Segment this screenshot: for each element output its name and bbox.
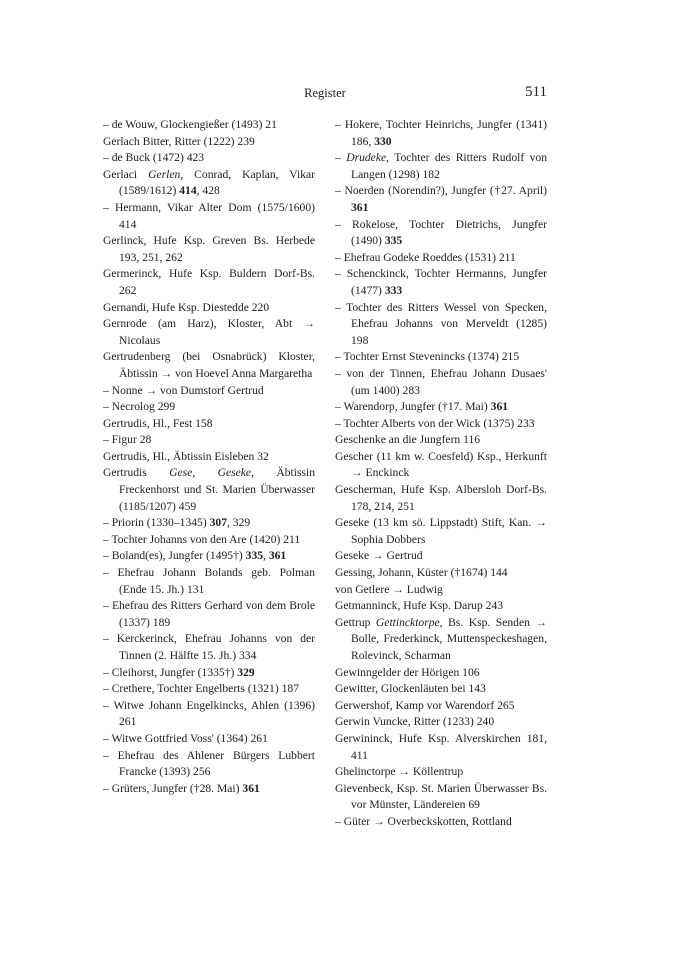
index-entry: Gewinngelder der Hörigen 106 xyxy=(335,665,480,679)
index-entry: Germerinck, Hufe Ksp. Buldern Dorf-Bs. 262 xyxy=(103,267,315,297)
index-entry: – Güter → Overbeckskotten, Rottland xyxy=(335,814,512,828)
index-entry: – Tochter des Ritters Wessel von Specken, Ehefrau Johanns von Merveldt (1285) 198 xyxy=(335,300,547,347)
index-entry: Gessing, Johann, Küster (†1674) 144 xyxy=(335,566,508,580)
index-entry: – Ehefrau des Ahlener Bürgers Lubbert Francke (1393) 256 xyxy=(103,748,315,779)
index-entry: Ghelinctorpe → Köllentrup xyxy=(335,765,464,779)
index-entry: – von der Tinnen, Ehefrau Johann Dusaes' (um 1400) 283 xyxy=(335,366,547,397)
index-entry: – Figur 28 xyxy=(103,433,152,447)
index-entry: – Kerckerinck, Ehefrau Johanns von der Tinnen (2. Hälfte 15. Jh.) 334 xyxy=(103,632,315,662)
index-entry: Gerlach Bitter, Ritter (1222) 239 xyxy=(103,134,255,148)
index-column-left xyxy=(103,117,315,797)
index-entry: Gertrudis, Hl., Fest 158 xyxy=(103,416,213,430)
index-entry: – Hokere, Tochter Heinrichs, Jungfer (1341) 186, 330 xyxy=(335,118,547,148)
page-number: 511 xyxy=(525,84,547,100)
index-entry: – Nonne → von Dumstorf Gertrud xyxy=(103,383,264,397)
index-entry: Gernandi, Hufe Ksp. Diestedde 220 xyxy=(103,300,270,314)
index-entry: – Witwe Johann Engelkincks, Ahlen (1396) 261 xyxy=(103,698,315,729)
index-entry: – Boland(es), Jungfer (1495†) 335, 361 xyxy=(103,549,287,563)
index-entry: – Hermann, Vikar Alter Dom (1575/1600) 414 xyxy=(103,200,315,231)
index-entry: Geschenke an die Jungfern 116 xyxy=(335,433,481,447)
index-entry: – Cleihorst, Jungfer (1335†) 329 xyxy=(103,665,255,679)
index-entry: Gewitter, Glockenläuten bei 143 xyxy=(335,682,486,696)
running-title: Register xyxy=(304,86,346,100)
index-entry: Gescherman, Hufe Ksp. Albersloh Dorf-Bs. 178, 214, 251 xyxy=(335,483,547,513)
index-entry: von Getlere → Ludwig xyxy=(335,582,443,596)
index-entry: Gerlaci Gerlen, Conrad, Kaplan, Vikar (1589/1612) 414, 428 xyxy=(103,167,315,198)
index-entry: Gertrudenberg (bei Osnabrück) Kloster, Äbtissin → von Hoevel Anna Margaretha xyxy=(103,350,315,380)
index-entry: – Warendorp, Jungfer (†17. Mai) 361 xyxy=(335,400,509,414)
index-column-right xyxy=(335,117,547,831)
index-entry: – Grüters, Jungfer (†28. Mai) 361 xyxy=(103,781,260,795)
index-entry: – Ehefrau Johann Bolands geb. Polman (Ende 15. Jh.) 131 xyxy=(103,566,315,596)
index-entry: – Witwe Gottfried Voss' (1364) 261 xyxy=(103,731,268,745)
index-entry: – Tochter Ernst Stevenincks (1374) 215 xyxy=(335,350,520,364)
index-entry: – Noerden (Norendin?), Jungfer (†27. April) 361 xyxy=(335,184,547,214)
index-entry: – Schenckinck, Tochter Hermanns, Jungfer (1477) 333 xyxy=(335,267,547,297)
index-entry: Gerwin Vuncke, Ritter (1233) 240 xyxy=(335,715,495,729)
index-entry: Gerwininck, Hufe Ksp. Alverskirchen 181, 411 xyxy=(335,731,547,762)
index-entry: Getmanninck, Hufe Ksp. Darup 243 xyxy=(335,599,504,613)
index-entry: – Tochter Johanns von den Are (1420) 211 xyxy=(103,532,301,546)
index-entry: – Ehefrau Godeke Roeddes (1531) 211 xyxy=(335,250,516,264)
index-entry: Gerlinck, Hufe Ksp. Greven Bs. Herbede 193, 251, 262 xyxy=(103,234,315,264)
index-entry: Gertrudis, Hl., Äbtissin Eisleben 32 xyxy=(103,449,269,463)
index-entry: – Tochter Alberts von der Wick (1375) 233 xyxy=(335,416,535,430)
index-entry: – Priorin (1330–1345) 307, 329 xyxy=(103,516,251,530)
index-entry: Gernrode (am Harz), Kloster, Abt → Nicolaus xyxy=(103,317,315,347)
index-entry: Geseke (13 km sö. Lippstadt) Stift, Kan. → Sophia Dobbers xyxy=(335,516,547,546)
index-entry: Gescher (11 km w. Coesfeld) Ksp., Herkunft → Enckinck xyxy=(335,449,547,480)
index-entry: – Crethere, Tochter Engelberts (1321) 187 xyxy=(103,682,300,696)
running-head xyxy=(103,84,547,104)
index-entry: – Ehefrau des Ritters Gerhard von dem Brole (1337) 189 xyxy=(103,599,315,629)
index-entry: – Rokelose, Tochter Dietrichs, Jungfer (1490) 335 xyxy=(335,217,547,248)
index-entry: Gettrup Gettincktorpe, Bs. Ksp. Senden → Bolle, Frederkinck, Muttenspeckeshagen, Rolevinck, Scharman xyxy=(335,615,547,662)
index-entry: Gievenbeck, Ksp. St. Marien Überwasser Bs. vor Münster, Ländereien 69 xyxy=(335,781,547,812)
index-entry: – Drudeke, Tochter des Ritters Rudolf von Langen (1298) 182 xyxy=(335,151,547,181)
index-entry: – de Buck (1472) 423 xyxy=(103,151,205,165)
index-entry: – de Wouw, Glockengießer (1493) 21 xyxy=(103,118,277,131)
index-entry: Gertrudis Gese, Geseke, Äbtissin Freckenhorst und St. Marien Überwasser (1185/1207) 459 xyxy=(103,466,315,513)
index-entry: Gerwershof, Kamp vor Warendorf 265 xyxy=(335,698,515,712)
index-entry: – Necrolog 299 xyxy=(103,400,176,414)
index-entry: Geseke → Gertrud xyxy=(335,549,423,563)
